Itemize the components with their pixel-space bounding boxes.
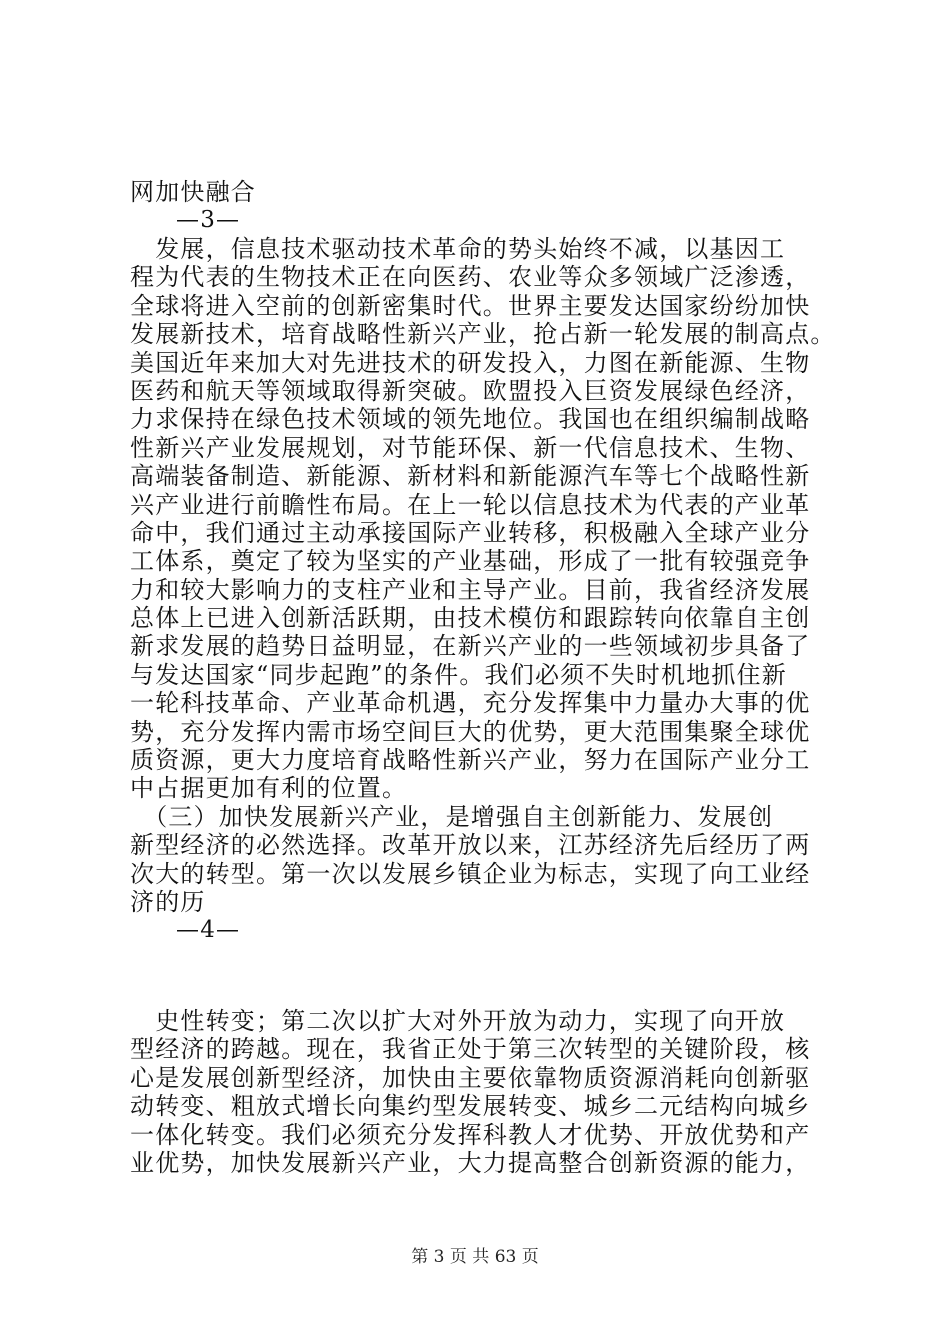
text-line: 高端装备制造、新能源、新材料和新能源汽车等七个战略性新 [130, 462, 811, 491]
text-line: 力和较大影响力的支柱产业和主导产业。目前，我省经济发展 [130, 575, 811, 604]
page-marker-3: —3— [176, 207, 241, 234]
text-line: 中占据更加有利的位置。 [130, 774, 408, 803]
text-line: 美国近年来加大对先进技术的研发投入，力图在新能源、生物 [130, 348, 811, 377]
text-line: 性新兴产业发展规划，对节能环保、新一代信息技术、生物、 [130, 433, 811, 462]
text-line: 医药和航天等领域取得新突破。欧盟投入巨资发展绿色经济， [130, 376, 811, 405]
text-line: 力求保持在绿色技术领域的领先地位。我国也在组织编制战略 [130, 405, 811, 434]
text-line: 质资源，更大力度培育战略性新兴产业，努力在国际产业分工 [130, 746, 811, 775]
text-line: 一体化转变。我们必须充分发挥科教人才优势、开放优势和产 [130, 1120, 811, 1149]
text-block-1 [130, 178, 870, 235]
text-line: 新型经济的必然选择。改革开放以来，江苏经济先后经历了两 [130, 831, 811, 860]
text-line: （三）加快发展新兴产业，是增强自主创新能力、发展创 [130, 802, 774, 831]
text-line: 心是发展创新型经济，加快由主要依靠物质资源消耗向创新驱 [130, 1063, 811, 1092]
text-line: 业优势，加快发展新兴产业，大力提高整合创新资源的能力， [130, 1148, 811, 1177]
text-block-3 [130, 1007, 870, 1177]
text-line: 兴产业进行前瞻性布局。在上一轮以信息技术为代表的产业革 [130, 490, 811, 519]
text-line: 发展新技术，培育战略性新兴产业，抢占新一轮发展的制高点。 [130, 320, 836, 349]
text-block-2 [130, 235, 870, 945]
text-line: 工体系，奠定了较为坚实的产业基础，形成了一批有较强竞争 [130, 547, 811, 576]
text-line: 次大的转型。第一次以发展乡镇企业为标志，实现了向工业经 [130, 859, 811, 888]
page-footer: 第 3 页 共 63 页 [411, 1247, 539, 1267]
page-marker-4: —4— [176, 917, 241, 944]
text-line: 动转变、粗放式增长向集约型发展转变、城乡二元结构向城乡 [130, 1092, 811, 1121]
text-line: 全球将进入空前的创新密集时代。世界主要发达国家纷纷加快 [130, 291, 811, 320]
text-line: 发展，信息技术驱动技术革命的势头始终不减，以基因工 [130, 235, 786, 263]
text-line: 网加快融合 [130, 178, 256, 206]
text-line: 济的历 [130, 887, 206, 916]
text-line: 命中，我们通过主动承接国际产业转移，积极融入全球产业分 [130, 518, 811, 547]
text-line: 势，充分发挥内需市场空间巨大的优势，更大范围集聚全球优 [130, 717, 811, 746]
text-line: 总体上已进入创新活跃期，由技术模仿和跟踪转向依靠自主创 [130, 604, 811, 633]
text-line: 程为代表的生物技术正在向医药、农业等众多领域广泛渗透， [130, 263, 811, 292]
text-line: 新求发展的趋势日益明显，在新兴产业的一些领域初步具备了 [130, 632, 811, 661]
text-line: 型经济的跨越。现在，我省正处于第三次转型的关键阶段，核 [130, 1035, 811, 1064]
text-line: 与发达国家“同步起跑”的条件。我们必须不失时机地抓住新 [130, 660, 787, 689]
text-line: 史性转变；第二次以扩大对外开放为动力，实现了向开放 [130, 1007, 786, 1035]
text-line: 一轮科技革命、产业革命机遇，充分发挥集中力量办大事的优 [130, 689, 811, 718]
